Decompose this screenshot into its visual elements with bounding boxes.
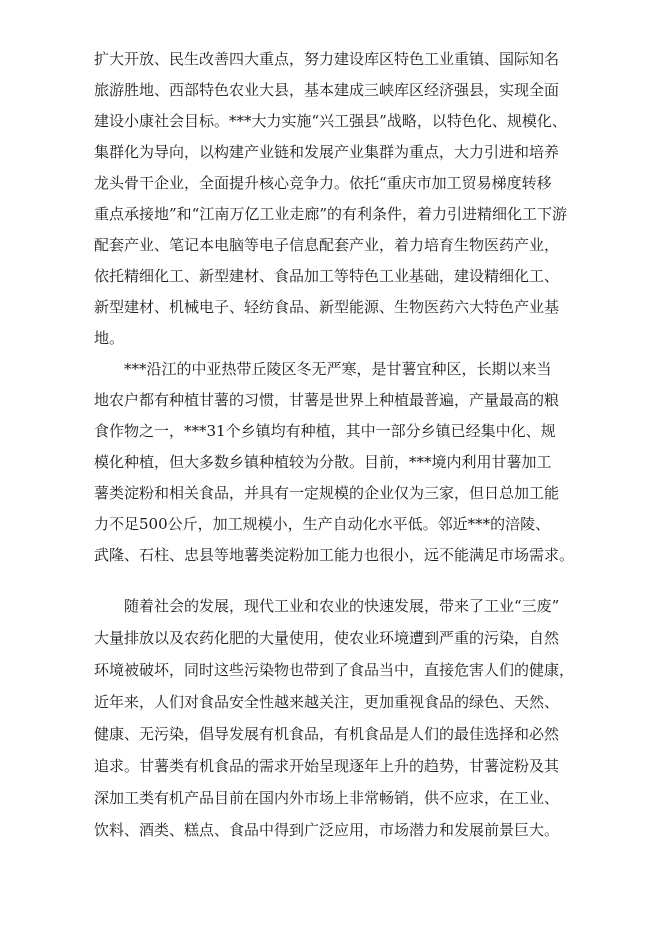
- text-line: 旅游胜地、西部特色农业大县，基本建成三峡库区经济强县，实现全面: [94, 81, 560, 99]
- text-line: 集群化为导向，以构建产业链和发展产业集群为重点，大力引进和培养: [94, 143, 560, 161]
- text-line: 新型建材、机械电子、轻纺食品、新型能源、生物医药六大特色产业基: [94, 298, 560, 316]
- text-line: 深加工类有机产品目前在国内外市场上非常畅销，供不应求，在工业、: [94, 789, 560, 807]
- text-line: 力不足500公斤，加工规模小，生产自动化水平低。邻近***的涪陵、: [94, 515, 551, 533]
- text-line: 环境被破坏，同时这些污染物也带到了食品当中，直接危害人们的健康，: [94, 661, 574, 679]
- text-line: 地农户都有种植甘薯的习惯，甘薯是世界上种植最普遍，产量最高的粮: [94, 391, 560, 409]
- text-line: 扩大开放、民生改善四大重点，努力建设库区特色工业重镇、国际知名: [94, 50, 560, 68]
- text-line: 模化种植，但大多数乡镇种植较为分散。目前，***境内利用甘薯加工: [94, 453, 552, 471]
- text-line: 随着社会的发展，现代工业和农业的快速发展，带来了工业“三废”: [124, 597, 560, 615]
- text-line: 食作物之一，***31个乡镇均有种植，其中一部分乡镇已经集中化、规: [94, 422, 556, 440]
- text-line: 重点承接地”和“江南万亿工业走廊”的有利条件，着力引进精细化工下游: [94, 205, 568, 223]
- text-line: 龙头骨干企业，全面提升核心竞争力。依托“重庆市加工贸易梯度转移: [94, 174, 552, 192]
- text-line: 追求。甘薯类有机食品的需求开始呈现逐年上升的趋势，甘薯淀粉及其: [94, 757, 560, 775]
- text-line: 地。: [94, 329, 125, 347]
- text-line: ***沿江的中亚热带丘陵区冬无严寒，是甘薯宜种区，长期以来当: [124, 360, 552, 378]
- text-line: 依托精细化工、新型建材、食品加工等特色工业基础，建设精细化工、: [94, 267, 560, 285]
- text-line: 配套产业、笔记本电脑等电子信息配套产业，着力培育生物医药产业，: [94, 236, 560, 254]
- text-line: 建设小康社会目标。***大力实施“兴工强县”战略，以特色化、规模化、: [94, 112, 567, 130]
- text-line: 大量排放以及农药化肥的大量使用，使农业环境遭到严重的污染，自然: [94, 629, 560, 647]
- text-line: 近年来，人们对食品安全性越来越关注，更加重视食品的绿色、天然、: [94, 693, 560, 711]
- text-line: 健康、无污染，倡导发展有机食品，有机食品是人们的最佳选择和必然: [94, 725, 560, 743]
- text-line: 薯类淀粉和相关食品，并具有一定规模的企业仅为三家，但日总加工能: [94, 484, 560, 502]
- text-line: 饮料、酒类、糕点、食品中得到广泛应用，市场潜力和发展前景巨大。: [94, 821, 560, 839]
- text-line: 武隆、石柱、忠县等地薯类淀粉加工能力也很小，远不能满足市场需求。: [94, 546, 574, 564]
